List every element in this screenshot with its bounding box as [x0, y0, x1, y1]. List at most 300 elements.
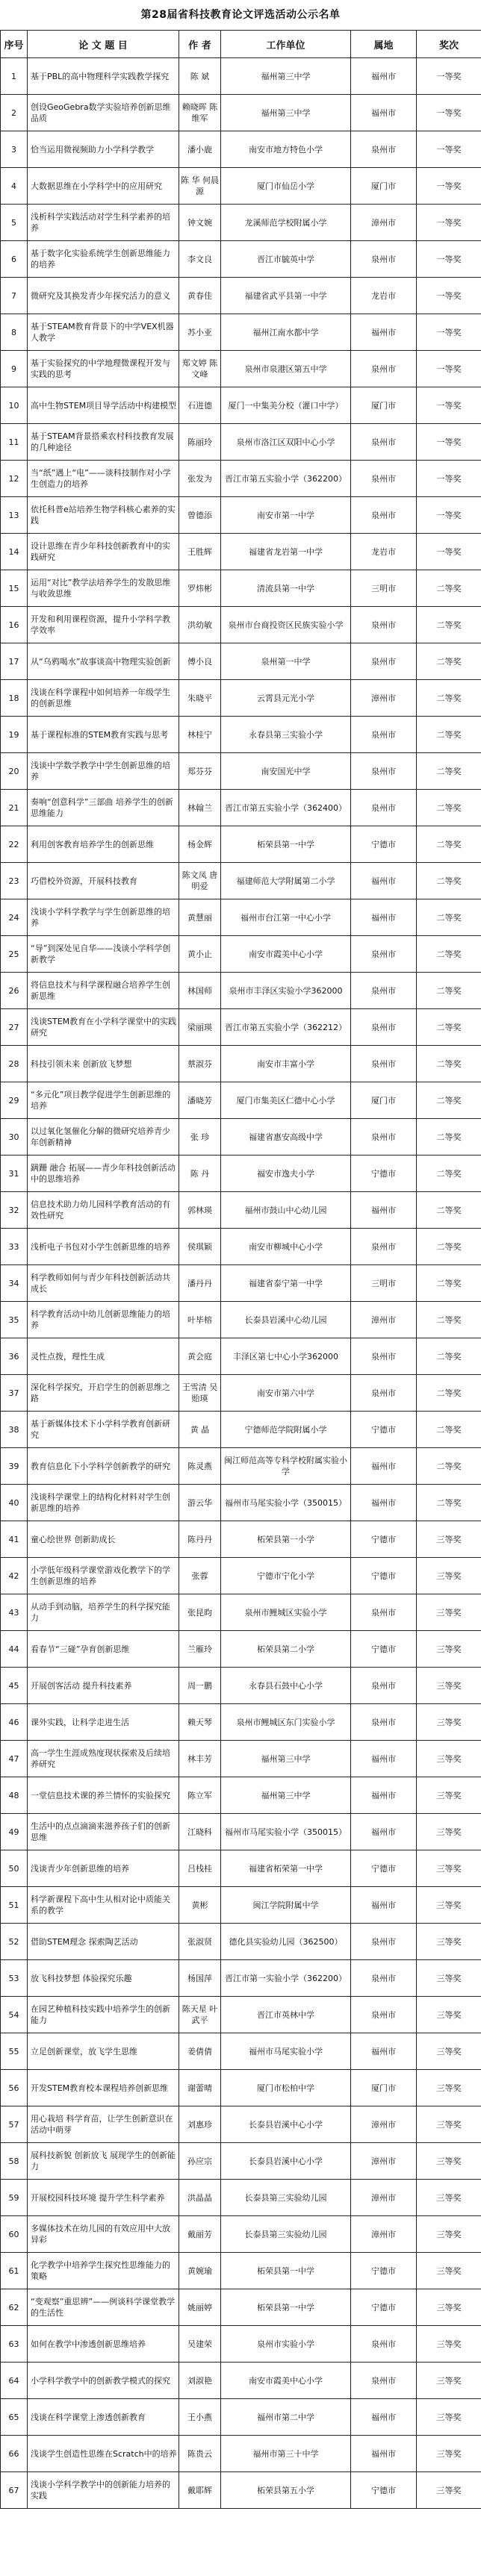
cell-work-unit-text: 柘荣县第一中学: [257, 839, 314, 849]
cell-paper-title: [28, 1338, 179, 1375]
cell-work-unit-text: 福州市鼓山中心幼儿园: [244, 1205, 327, 1215]
cell-author: [179, 314, 221, 351]
cell-work-unit: [221, 1521, 351, 1558]
cell-prize: [417, 314, 481, 351]
cell-work-unit-text: 福州江南水都中学: [252, 327, 319, 337]
cell-author-text: 梁丽瑛: [187, 1022, 212, 1032]
cell-author: [179, 826, 221, 863]
cell-paper-title-text: 浅析电子书包对小学生创新思维的培养: [31, 1241, 170, 1252]
cell-prize: [417, 1704, 481, 1741]
cell-work-unit: [221, 1229, 351, 1265]
cell-work-unit-text: 长泰县第三实验幼儿园: [244, 2192, 327, 2203]
cell-number: [1, 1850, 28, 1887]
table-row: [1, 1485, 481, 1521]
cell-work-unit: [221, 863, 351, 899]
cell-work-unit-text: 南安国光中学: [261, 766, 311, 776]
cell-paper-title: [28, 570, 179, 607]
cell-author: [179, 1009, 221, 1046]
cell-author: [179, 1192, 221, 1229]
cell-prize-text: 二等奖: [436, 949, 462, 959]
cell-city-text: 福州市: [371, 912, 396, 923]
cell-author-text: 张发为: [187, 473, 212, 484]
cell-work-unit-text: 云霄县元光小学: [257, 693, 314, 703]
cell-number: [1, 1229, 28, 1265]
cell-author: [179, 58, 221, 95]
cell-number-text: 38: [8, 1424, 19, 1435]
cell-work-unit-text: 厦门市集美区仁德中心小学: [236, 1095, 335, 1105]
cell-city-text: 福州市: [371, 1900, 396, 1910]
cell-city: [351, 461, 417, 497]
table-row: [1, 2106, 481, 2143]
cell-paper-title: [28, 205, 179, 241]
cell-prize: [417, 1119, 481, 1156]
cell-city-text: 漳州市: [371, 693, 396, 703]
cell-work-unit-text: 福州第三中学: [261, 1753, 311, 1764]
cell-work-unit-text: 福建省柘荣第一中学: [249, 1863, 323, 1874]
cell-prize-text: 二等奖: [436, 985, 462, 996]
cell-work-unit-text: 德化县实验幼儿园（362500）: [229, 1936, 343, 1947]
cell-work-unit: [221, 1375, 351, 1412]
header-author: 作 者: [179, 31, 221, 58]
cell-work-unit: [221, 1156, 351, 1192]
cell-paper-title: [28, 1412, 179, 1448]
cell-city: [351, 570, 417, 607]
table-row: [1, 2472, 481, 2509]
cell-author-text: 洪幼敏: [187, 620, 212, 630]
cell-city-text: 泉州市: [371, 620, 396, 630]
cell-work-unit-text: 柘荣县第二小学: [257, 1644, 314, 1654]
cell-author-text: 张 珍: [190, 1132, 210, 1142]
cell-city: [351, 826, 417, 863]
cell-prize: [417, 1375, 481, 1412]
cell-prize: [417, 351, 481, 387]
cell-number-text: 47: [8, 1753, 19, 1764]
table-row: [1, 1668, 481, 1704]
cell-paper-title-text: 浅谈青少年创新思维的培养: [31, 1863, 129, 1874]
cell-paper-title: [28, 424, 179, 461]
cell-prize: [417, 497, 481, 534]
cell-number: [1, 826, 28, 863]
cell-author: [179, 680, 221, 717]
cell-city: [351, 1229, 417, 1265]
cell-city: [351, 936, 417, 973]
cell-paper-title: [28, 2070, 179, 2106]
table-row: [1, 1924, 481, 1960]
cell-author-text: 黄婉瑜: [187, 2265, 212, 2276]
cell-work-unit: [221, 1046, 351, 1082]
cell-prize-text: 二等奖: [436, 1168, 462, 1179]
cell-city-text: 三明市: [371, 583, 396, 593]
cell-prize-text: 三等奖: [436, 1900, 462, 1910]
cell-paper-title: [28, 278, 179, 314]
cell-prize: [417, 1668, 481, 1704]
cell-paper-title-text: 基于实验探究的中学地理微课程开发与实践的思考: [31, 358, 170, 379]
cell-prize: [417, 863, 481, 899]
cell-paper-title: [28, 58, 179, 95]
table-row: [1, 680, 481, 717]
cell-work-unit-text: 泉州市泉港区第五中学: [244, 364, 327, 374]
cell-number: [1, 387, 28, 424]
table-row: [1, 1009, 481, 1046]
cell-city: [351, 314, 417, 351]
cell-work-unit: [221, 1960, 351, 1997]
cell-city: [351, 2472, 417, 2509]
cell-prize: [417, 2472, 481, 2509]
cell-prize-text: 三等奖: [436, 2083, 462, 2093]
cell-author: [179, 534, 221, 570]
cell-prize: [417, 790, 481, 826]
cell-work-unit: [221, 1594, 351, 1631]
cell-work-unit-text: 南安市第六中学: [257, 1388, 314, 1398]
cell-paper-title: [28, 1229, 179, 1265]
cell-author: [179, 973, 221, 1009]
cell-number: [1, 899, 28, 936]
cell-prize: [417, 1777, 481, 1814]
cell-work-unit-text: 南安市霞美中心小学: [249, 949, 323, 959]
cell-work-unit: [221, 1009, 351, 1046]
cell-city-text: 宁德市: [371, 1571, 396, 1581]
cell-work-unit: [221, 1412, 351, 1448]
cell-number: [1, 461, 28, 497]
cell-work-unit: [221, 790, 351, 826]
cell-number-text: 17: [8, 656, 19, 667]
cell-author-text: 林国师: [187, 985, 212, 996]
cell-paper-title: [28, 131, 179, 168]
cell-city: [351, 2033, 417, 2070]
cell-work-unit: [221, 643, 351, 680]
cell-author-text: 蔡淑芬: [187, 1058, 212, 1069]
cell-author: [179, 497, 221, 534]
table-row: [1, 351, 481, 387]
cell-work-unit-text: 福安市逸夫小学: [257, 1168, 314, 1179]
cell-work-unit: [221, 936, 351, 973]
cell-paper-title: [28, 1887, 179, 1924]
cell-author: [179, 1924, 221, 1960]
cell-paper-title: [28, 2216, 179, 2253]
cell-author-text: 郭林瑛: [187, 1205, 212, 1215]
cell-paper-title-text: 高中生物STEM项目导学活动中构建模型: [31, 400, 177, 411]
cell-paper-title-text: 浅谈在科学课程中如何培养一年级学生的创新思维: [31, 687, 170, 708]
cell-number-text: 13: [8, 510, 19, 520]
cell-city-text: 宁德市: [371, 839, 396, 849]
cell-prize-text: 二等奖: [436, 876, 462, 886]
cell-paper-title-text: 蹒跚 融合 拓展——青少年科技创新活动中的思维培养: [31, 1163, 176, 1184]
cell-author: [179, 2363, 221, 2399]
cell-number-text: 10: [8, 400, 19, 411]
cell-prize-text: 二等奖: [436, 620, 462, 630]
cell-city: [351, 1741, 417, 1777]
cell-prize-text: 三等奖: [436, 2046, 462, 2056]
cell-prize-text: 二等奖: [436, 1314, 462, 1325]
cell-work-unit-text: 龙溪师范学校附属小学: [244, 217, 327, 228]
cell-number: [1, 497, 28, 534]
cell-paper-title: [28, 1594, 179, 1631]
cell-work-unit-text: 长泰县岩溪中心小学: [249, 2156, 323, 2166]
cell-prize: [417, 461, 481, 497]
cell-prize-text: 二等奖: [436, 1058, 462, 1069]
cell-city: [351, 241, 417, 278]
cell-author-text: 郑芬芬: [187, 766, 212, 776]
cell-paper-title-text: 深化科学探究，开启学生的创新思维之路: [31, 1382, 170, 1403]
cell-city: [351, 1338, 417, 1375]
cell-work-unit: [221, 607, 351, 643]
cell-prize-text: 二等奖: [436, 656, 462, 667]
cell-number-text: 23: [8, 876, 19, 886]
cell-author: [179, 205, 221, 241]
cell-author: [179, 1448, 221, 1485]
cell-author-text: 黄彬: [191, 1900, 208, 1910]
cell-number: [1, 1558, 28, 1594]
cell-prize-text: 三等奖: [436, 1534, 462, 1544]
cell-work-unit-text: 南安市柳城中心小学: [249, 1241, 323, 1252]
cell-city-text: 福州市: [371, 2046, 396, 2056]
cell-prize-text: 一等奖: [436, 217, 462, 228]
cell-work-unit-text: 泉州市鲤城区东门实验小学: [236, 1717, 335, 1727]
cell-paper-title: [28, 497, 179, 534]
cell-paper-title-text: 浅谈在科学课堂上渗透创新教育: [31, 2412, 146, 2422]
cell-number: [1, 1082, 28, 1119]
cell-city: [351, 278, 417, 314]
cell-work-unit: [221, 2436, 351, 2472]
cell-work-unit: [221, 2106, 351, 2143]
cell-city: [351, 2363, 417, 2399]
cell-number: [1, 241, 28, 278]
cell-paper-title: [28, 973, 179, 1009]
cell-paper-title: [28, 168, 179, 205]
cell-prize: [417, 1302, 481, 1338]
cell-paper-title: [28, 790, 179, 826]
table-row: [1, 2399, 481, 2436]
cell-number: [1, 2363, 28, 2399]
cell-author: [179, 461, 221, 497]
cell-paper-title: [28, 241, 179, 278]
cell-number-text: 66: [8, 2448, 19, 2459]
cell-prize-text: 三等奖: [436, 2265, 462, 2276]
table-row: [1, 717, 481, 753]
table-row: [1, 1631, 481, 1668]
cell-paper-title-text: “变观察”重思辨”——例谈科学课堂教学的生活性: [31, 2297, 176, 2318]
cell-author-text: 罗炜彬: [187, 583, 212, 593]
cell-number-text: 19: [8, 729, 19, 740]
cell-city: [351, 1521, 417, 1558]
cell-paper-title-text: 课外实践，让科学走进生活: [31, 1717, 129, 1727]
cell-author-text: 陈丽玲: [187, 437, 212, 447]
cell-prize-text: 二等奖: [436, 1424, 462, 1435]
cell-city: [351, 753, 417, 790]
table-row: [1, 936, 481, 973]
cell-paper-title-text: 多媒体技术在幼儿园的有效应用中大放异彩: [31, 2224, 170, 2245]
cell-prize: [417, 1997, 481, 2033]
cell-work-unit-text: 清流县第一中学: [257, 583, 314, 593]
table-row: [1, 1850, 481, 1887]
cell-paper-title-text: 基于数字化实验系统学生创新思维能力的培养: [31, 249, 170, 269]
cell-city: [351, 717, 417, 753]
cell-author: [179, 1265, 221, 1302]
cell-city-text: 泉州市: [371, 802, 396, 813]
cell-prize-text: 三等奖: [436, 2009, 462, 2020]
cell-city-text: 泉州市: [371, 1022, 396, 1032]
cell-work-unit-text: 福州第三中学: [261, 71, 311, 81]
cell-city: [351, 1302, 417, 1338]
cell-city-text: 福州市: [371, 107, 396, 118]
table-row: [1, 1594, 481, 1631]
cell-prize-text: 一等奖: [436, 107, 462, 118]
cell-city-text: 泉州市: [371, 510, 396, 520]
cell-work-unit: [221, 2326, 351, 2363]
cell-author-text: 石进德: [187, 400, 212, 411]
cell-city-text: 泉州市: [371, 985, 396, 996]
cell-city: [351, 2253, 417, 2289]
cell-number-text: 9: [11, 364, 16, 374]
cell-work-unit: [221, 461, 351, 497]
cell-city-text: 漳州市: [371, 2119, 396, 2130]
cell-author-text: 洪晶晶: [187, 2192, 212, 2203]
cell-number: [1, 1046, 28, 1082]
cell-author: [179, 241, 221, 278]
cell-number-text: 28: [8, 1058, 19, 1069]
cell-author-text: 杨金辉: [187, 839, 212, 849]
cell-author-text: 陈文凤 唐明爱: [181, 870, 218, 891]
cell-author-text: 赖天琴: [187, 1717, 212, 1727]
cell-prize-text: 三等奖: [436, 1644, 462, 1654]
table-row: [1, 1229, 481, 1265]
cell-work-unit: [221, 1924, 351, 1960]
cell-number-text: 46: [8, 1717, 19, 1727]
cell-number: [1, 790, 28, 826]
cell-city-text: 泉州市: [371, 2339, 396, 2349]
cell-paper-title-text: 化学教学中培养学生探究性思维能力的策略: [31, 2260, 170, 2281]
cell-work-unit: [221, 717, 351, 753]
cell-number-text: 1: [11, 71, 16, 81]
cell-author-text: 潘晓芳: [187, 1095, 212, 1105]
table-row: [1, 1375, 481, 1412]
cell-work-unit-text: 福建省泰宁第一中学: [249, 1278, 323, 1288]
cell-author-text: 傅小良: [187, 656, 212, 667]
cell-number-text: 59: [8, 2192, 19, 2203]
cell-number-text: 6: [11, 254, 16, 264]
cell-paper-title-text: 浅谈科学课堂上的结构化材料对学生创新思维的培养: [31, 1492, 170, 1513]
cell-paper-title: [28, 1485, 179, 1521]
table-row: [1, 1302, 481, 1338]
cell-number: [1, 2289, 28, 2326]
cell-number-text: 26: [8, 985, 19, 996]
cell-author: [179, 1119, 221, 1156]
table-row: [1, 826, 481, 863]
cell-number: [1, 936, 28, 973]
cell-number-text: 57: [8, 2119, 19, 2130]
cell-number: [1, 2399, 28, 2436]
cell-work-unit-text: 泉州市丰泽区实验小学362000: [229, 985, 343, 996]
cell-author-text: 曾德添: [187, 510, 212, 520]
cell-city: [351, 1997, 417, 2033]
cell-city: [351, 680, 417, 717]
cell-work-unit: [221, 2180, 351, 2216]
cell-paper-title: [28, 461, 179, 497]
cell-work-unit-text: 永春县石鼓中心小学: [249, 1680, 323, 1691]
cell-city-text: 宁德市: [371, 1863, 396, 1874]
cell-paper-title-text: 以过氧化氢催化分解的微研究培养青少年创新精神: [31, 1126, 170, 1147]
cell-paper-title-text: 科技引领未来 创新放飞梦想: [31, 1058, 132, 1069]
cell-number-text: 18: [8, 693, 19, 703]
cell-city-text: 泉州市: [371, 1388, 396, 1398]
cell-author-text: 吴建荣: [187, 2339, 212, 2349]
cell-author-text: 林丰芳: [187, 1753, 212, 1764]
cell-number: [1, 1119, 28, 1156]
cell-prize-text: 一等奖: [436, 364, 462, 374]
cell-author: [179, 2216, 221, 2253]
cell-author-text: 郑文婷 陈文峰: [181, 358, 218, 379]
cell-number-text: 21: [8, 802, 19, 813]
cell-author: [179, 790, 221, 826]
cell-work-unit-text: 晋江市毓英中学: [257, 254, 314, 264]
cell-work-unit-text: 福州市马尾实验小学（350015）: [225, 1827, 347, 1837]
cell-paper-title-text: 创设GeoGebra数学实验培养创新思维品质: [31, 102, 171, 123]
table-row: [1, 607, 481, 643]
cell-author: [179, 1046, 221, 1082]
cell-city: [351, 2180, 417, 2216]
table-row: [1, 643, 481, 680]
cell-city: [351, 1046, 417, 1082]
cell-city-text: 厦门市: [371, 400, 396, 411]
cell-city-text: 福州市: [371, 2448, 396, 2459]
cell-author: [179, 1412, 221, 1448]
cell-prize: [417, 1046, 481, 1082]
header-city: 属地: [351, 31, 417, 58]
cell-number: [1, 2436, 28, 2472]
cell-prize: [417, 2326, 481, 2363]
cell-city-text: 泉州市: [371, 1351, 396, 1362]
cell-paper-title-text: 借助STEM理念 探索陶艺活动: [31, 1936, 138, 1947]
cell-number: [1, 2216, 28, 2253]
cell-author-text: 江晓科: [187, 1827, 212, 1837]
cell-city: [351, 899, 417, 936]
cell-city: [351, 351, 417, 387]
cell-author-text: 钟文婉: [187, 217, 212, 228]
cell-paper-title: [28, 1009, 179, 1046]
cell-work-unit-text: 福建师范大学附属第二小学: [236, 876, 335, 886]
cell-number: [1, 2326, 28, 2363]
cell-number: [1, 1192, 28, 1229]
cell-number-text: 5: [11, 217, 16, 228]
cell-number-text: 49: [8, 1827, 19, 1837]
cell-city: [351, 1850, 417, 1887]
cell-number-text: 25: [8, 949, 19, 959]
table-row: [1, 2363, 481, 2399]
cell-city-text: 泉州市: [371, 656, 396, 667]
cell-paper-title-text: 浅谈STEM教育在小学科学课堂中的实践研究: [31, 1017, 177, 1038]
cell-author: [179, 936, 221, 973]
cell-prize: [417, 1924, 481, 1960]
cell-number: [1, 168, 28, 205]
table-row: [1, 1558, 481, 1594]
cell-paper-title: [28, 1119, 179, 1156]
cell-prize-text: 三等奖: [436, 1827, 462, 1837]
table-row: [1, 899, 481, 936]
cell-city-text: 宁德市: [371, 1424, 396, 1435]
table-row: [1, 2180, 481, 2216]
cell-prize-text: 一等奖: [436, 510, 462, 520]
cell-author: [179, 1814, 221, 1850]
cell-work-unit: [221, 1814, 351, 1850]
cell-number-text: 45: [8, 1680, 19, 1691]
cell-work-unit-text: 晋江市第五实验小学（362200）: [225, 473, 347, 484]
cell-number: [1, 351, 28, 387]
cell-city: [351, 1631, 417, 1668]
cell-prize-text: 三等奖: [436, 2412, 462, 2422]
cell-paper-title: [28, 1375, 179, 1412]
cell-number-text: 64: [8, 2375, 19, 2386]
cell-author: [179, 863, 221, 899]
